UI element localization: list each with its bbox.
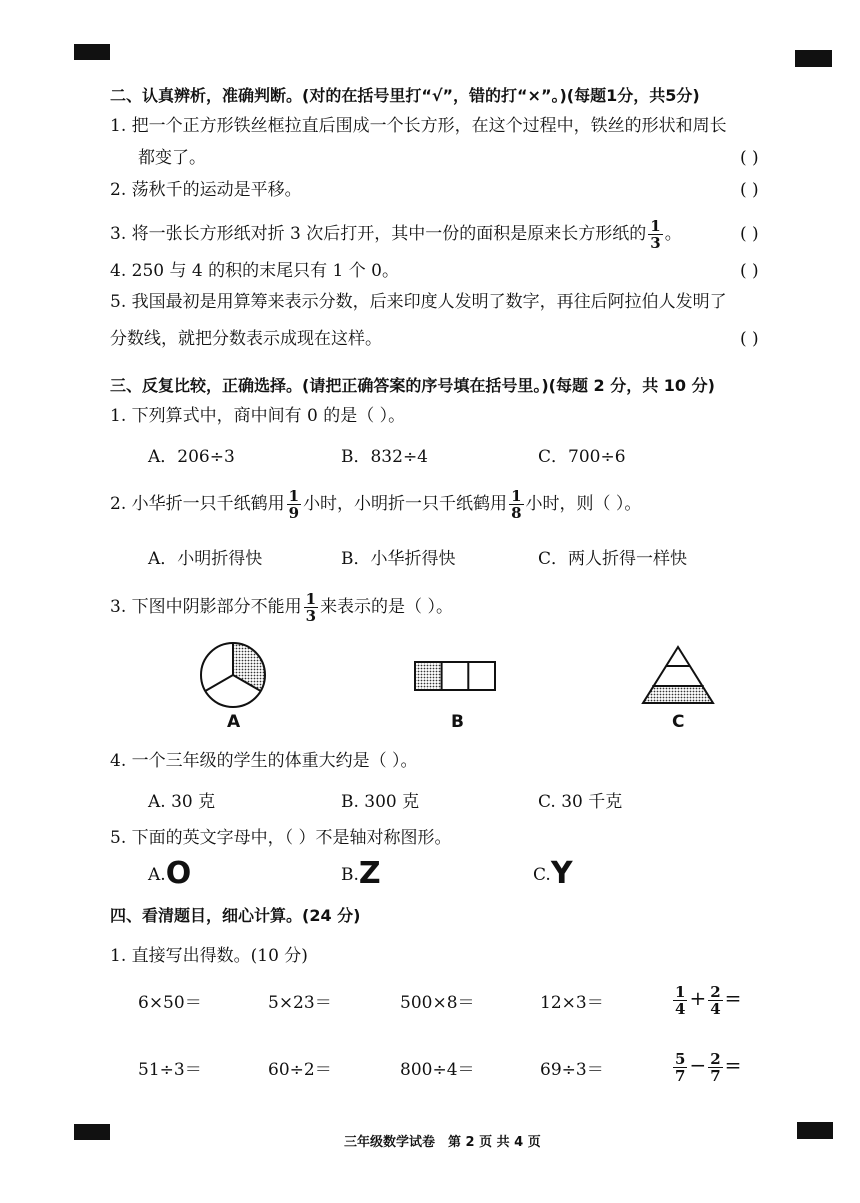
figure-triangle-c[interactable] bbox=[641, 645, 715, 705]
section3-q5-option-a[interactable]: A.O bbox=[148, 856, 192, 891]
fraction-one-third-q3: $\frac{1}{3}$ bbox=[305, 590, 317, 625]
section2-q2: 2. 荡秋千的运动是平移。 bbox=[110, 180, 302, 200]
section4-sub1: 1. 直接写出得数。(10 分) bbox=[110, 946, 308, 966]
calc-1-1: 6×50＝ bbox=[138, 993, 202, 1013]
answer-paren-2-4[interactable]: ( ) bbox=[740, 261, 759, 281]
calc-1-2: 5×23＝ bbox=[268, 993, 332, 1013]
section2-q5-line2: 分数线，就把分数表示成现在这样。 bbox=[110, 329, 382, 349]
section3-q4-option-a[interactable]: A. 30 克 bbox=[148, 792, 216, 812]
section2-q4: 4. 250 与 4 的积的末尾只有 1 个 0。 bbox=[110, 261, 399, 281]
section2-q5-line1: 5. 我国最初是用算筹来表示分数，后来印度人发明了数字，再往后阿拉伯人发明了 bbox=[110, 292, 727, 312]
fraction-one-ninth: $\frac{1}{9}$ bbox=[288, 487, 300, 522]
scan-mark-bottom-right bbox=[797, 1122, 833, 1139]
section3-q3: 3. 下图中阴影部分不能用 $\frac{1}{3}$ 来表示的是（ ）。 bbox=[110, 590, 453, 625]
section2-q3-text: 3. 将一张长方形纸对折 3 次后打开，其中一份的面积是原来长方形纸的 bbox=[110, 224, 647, 244]
section3-q4-option-b[interactable]: B. 300 克 bbox=[341, 792, 420, 812]
section3-q2: 2. 小华折一只千纸鹤用 $\frac{1}{9}$ 小时，小明折一只千纸鹤用 $\frac{1}{8}$ 小时，则（ ）。 bbox=[110, 487, 642, 522]
calc-1-5: $\frac{1}{4}$ + $\frac{2}{4}$ = bbox=[675, 983, 742, 1018]
section3-q1-option-c[interactable]: C．700÷6 bbox=[538, 447, 626, 467]
section3-q5: 5. 下面的英文字母中，（ ）不是轴对称图形。 bbox=[110, 828, 452, 848]
scan-mark-bottom-left bbox=[74, 1124, 110, 1140]
figure-rectangle-b[interactable] bbox=[414, 661, 496, 691]
section3-q1-option-b[interactable]: B．832÷4 bbox=[341, 447, 429, 467]
scan-mark-top-right bbox=[795, 50, 832, 67]
page-footer: 三年级数学试卷 第 2 页 共 4 页 bbox=[344, 1135, 541, 1150]
calc-2-2: 60÷2＝ bbox=[268, 1060, 332, 1080]
section3-q5-option-b[interactable]: B.Z bbox=[341, 856, 381, 891]
section3-q4-option-c[interactable]: C. 30 千克 bbox=[538, 792, 623, 812]
letter-y: Y bbox=[550, 856, 573, 891]
section3-q1-option-a[interactable]: A．206÷3 bbox=[148, 447, 235, 467]
answer-paren-2-3[interactable]: ( ) bbox=[740, 224, 759, 244]
figure-label-c: C bbox=[672, 712, 685, 732]
figure-circle-a[interactable] bbox=[196, 638, 270, 712]
letter-o: O bbox=[165, 856, 192, 891]
section3-q2-option-c[interactable]: C．两人折得一样快 bbox=[538, 549, 688, 569]
figure-label-b: B bbox=[451, 712, 464, 732]
fraction-one-eighth: $\frac{1}{8}$ bbox=[511, 487, 522, 522]
section2-q3: 3. 将一张长方形纸对折 3 次后打开，其中一份的面积是原来长方形纸的 $\frac{1}{3}$ 。 bbox=[110, 217, 682, 252]
answer-paren-2-2[interactable]: ( ) bbox=[740, 180, 759, 200]
section3-q2-option-a[interactable]: A．小明折得快 bbox=[148, 549, 263, 569]
section3-q2-option-b[interactable]: B．小华折得快 bbox=[341, 549, 456, 569]
section3-q5-option-c[interactable]: C.Y bbox=[533, 856, 573, 891]
letter-z: Z bbox=[358, 856, 381, 891]
calc-2-5: $\frac{5}{7}$ − $\frac{2}{7}$ = bbox=[675, 1050, 742, 1085]
section2-heading: 二、认真辨析，准确判断。(对的在括号里打“√”，错的打“×”。)(每题1分，共5分) bbox=[110, 86, 700, 105]
calc-2-4: 69÷3＝ bbox=[540, 1060, 604, 1080]
fraction-one-third: $\frac{1}{3}$ bbox=[650, 217, 661, 252]
calc-1-3: 500×8＝ bbox=[400, 993, 475, 1013]
section3-q1: 1. 下列算式中，商中间有 0 的是（ ）。 bbox=[110, 406, 406, 426]
figure-label-a: A bbox=[227, 712, 241, 732]
scan-mark-top-left bbox=[74, 44, 110, 60]
section3-q4: 4. 一个三年级的学生的体重大约是（ ）。 bbox=[110, 751, 418, 771]
calc-2-1: 51÷3＝ bbox=[138, 1060, 202, 1080]
answer-paren-2-5[interactable]: ( ) bbox=[740, 329, 759, 349]
section3-heading: 三、反复比较，正确选择。(请把正确答案的序号填在括号里。)(每题 2 分，共 10 分) bbox=[110, 376, 715, 395]
section2-q1-line2: 都变了。 bbox=[138, 148, 206, 168]
section2-q1-line1: 1. 把一个正方形铁丝框拉直后围成一个长方形，在这个过程中，铁丝的形状和周长 bbox=[110, 116, 727, 136]
answer-paren-2-1[interactable]: ( ) bbox=[740, 148, 759, 168]
section4-heading: 四、看清题目，细心计算。(24 分) bbox=[110, 906, 361, 925]
calc-1-4: 12×3＝ bbox=[540, 993, 604, 1013]
calc-2-3: 800÷4＝ bbox=[400, 1060, 475, 1080]
